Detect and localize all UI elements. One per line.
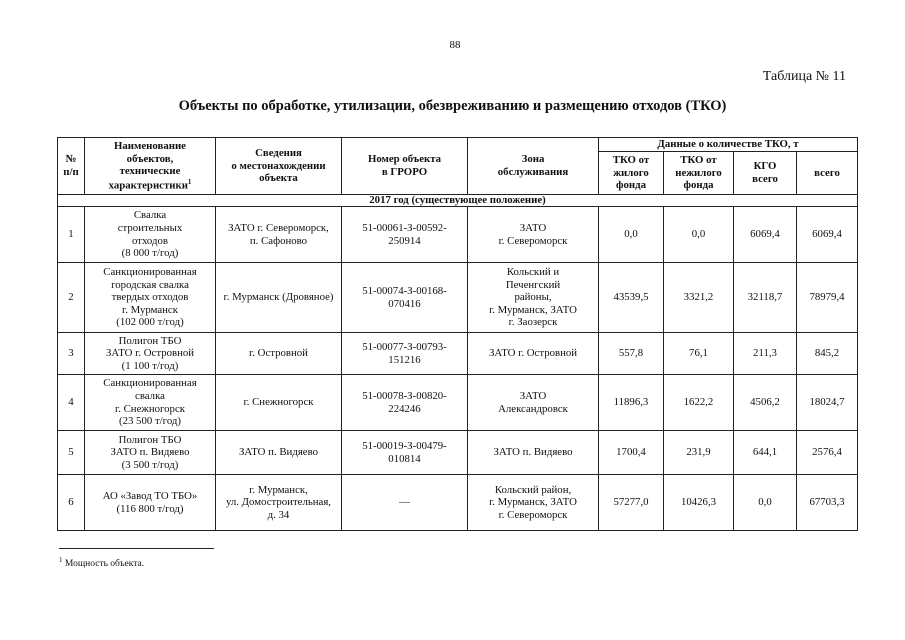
- row-zone: Кольский район, г. Мурманск, ЗАТО г. Североморск: [468, 475, 599, 531]
- header-row-top: [58, 138, 858, 152]
- row-location: г. Островной: [216, 333, 342, 375]
- header-tko-residential: ТКО от жилого фонда: [599, 152, 664, 195]
- row-kgo: 644,1: [734, 431, 797, 475]
- row-total: 78979,4: [797, 263, 858, 333]
- row-location: ЗАТО п. Видяево: [216, 431, 342, 475]
- row-name: АО «Завод ТО ТБО» (116 800 т/год): [85, 475, 216, 531]
- row-total: 845,2: [797, 333, 858, 375]
- header-name: [85, 138, 216, 195]
- table-row: [58, 475, 858, 531]
- row-name: Санкционированная городская свалка твердых отходов г. Мурманск (102 000 т/год): [85, 263, 216, 333]
- table-row: [58, 375, 858, 431]
- header-quantity-group: Данные о количестве ТКО, т: [599, 138, 858, 152]
- row-zone: ЗАТО Александровск: [468, 375, 599, 431]
- row-tko-residential: 57277,0: [599, 475, 664, 531]
- year-label: 2017 год (существующее положение): [58, 195, 858, 207]
- row-total: 67703,3: [797, 475, 858, 531]
- row-total: 6069,4: [797, 207, 858, 263]
- footnote-text: Мощность объекта.: [64, 559, 145, 570]
- row-tko-nonresidential: 1622,2: [664, 375, 734, 431]
- row-num: 3: [58, 333, 85, 375]
- row-location: г. Снежногорск: [216, 375, 342, 431]
- row-total: 18024,7: [797, 375, 858, 431]
- row-kgo: 211,3: [734, 333, 797, 375]
- row-tko-nonresidential: 0,0: [664, 207, 734, 263]
- row-num: 2: [58, 263, 85, 333]
- table-row: [58, 207, 858, 263]
- header-name-text: Наименование объектов, технические характеристики: [108, 139, 188, 192]
- row-tko-nonresidential: 231,9: [664, 431, 734, 475]
- document-title: Объекты по обработке, утилизации, обезвреживанию и размещению отходов (ТКО): [178, 98, 727, 114]
- row-zone: ЗАТО г. Североморск: [468, 207, 599, 263]
- footnote: [59, 556, 144, 569]
- row-num: 4: [58, 375, 85, 431]
- row-tko-residential: 1700,4: [599, 431, 664, 475]
- table-row: [58, 333, 858, 375]
- row-location: г. Мурманск (Дровяное): [216, 263, 342, 333]
- row-tko-residential: 557,8: [599, 333, 664, 375]
- row-location: г. Мурманск, ул. Домостроительная, д. 34: [216, 475, 342, 531]
- row-groro: 51-00074-З-00168- 070416: [342, 263, 468, 333]
- header-groro: Номер объекта в ГРОРО: [342, 138, 468, 195]
- row-num: 6: [58, 475, 85, 531]
- row-groro: —: [342, 475, 468, 531]
- footnote-mark: 1: [59, 556, 63, 564]
- header-num: № п/п: [58, 138, 85, 195]
- header-kgo: КГО всего: [734, 152, 797, 195]
- header-tko-nonresidential: ТКО от нежилого фонда: [664, 152, 734, 195]
- row-num: 5: [58, 431, 85, 475]
- row-name: Свалка строительных отходов (8 000 т/год): [85, 207, 216, 263]
- footnote-divider: [59, 548, 214, 549]
- row-location: ЗАТО г. Североморск, п. Сафоново: [216, 207, 342, 263]
- year-row: [58, 195, 858, 207]
- row-zone: ЗАТО г. Островной: [468, 333, 599, 375]
- row-tko-residential: 11896,3: [599, 375, 664, 431]
- row-kgo: 4506,2: [734, 375, 797, 431]
- table-row: [58, 263, 858, 333]
- table-row: [58, 431, 858, 475]
- row-total: 2576,4: [797, 431, 858, 475]
- row-kgo: 6069,4: [734, 207, 797, 263]
- row-tko-nonresidential: 3321,2: [664, 263, 734, 333]
- row-groro: 51-00061-З-00592- 250914: [342, 207, 468, 263]
- row-kgo: 32118,7: [734, 263, 797, 333]
- footnote-ref: 1: [187, 177, 192, 186]
- row-name: Полигон ТБО ЗАТО п. Видяево (3 500 т/год): [85, 431, 216, 475]
- header-location: Сведения о местонахождении объекта: [216, 138, 342, 195]
- row-name: Санкционированная свалка г. Снежногорск (23 500 т/год): [85, 375, 216, 431]
- waste-facilities-table: [57, 137, 858, 531]
- row-tko-residential: 0,0: [599, 207, 664, 263]
- row-tko-nonresidential: 76,1: [664, 333, 734, 375]
- row-kgo: 0,0: [734, 475, 797, 531]
- row-zone: ЗАТО п. Видяево: [468, 431, 599, 475]
- header-zone: Зона обслуживания: [468, 138, 599, 195]
- table-label: Таблица № 11: [762, 69, 846, 84]
- row-groro: 51-00077-З-00793- 151216: [342, 333, 468, 375]
- row-groro: 51-00019-З-00479- 010814: [342, 431, 468, 475]
- row-num: 1: [58, 207, 85, 263]
- row-groro: 51-00078-З-00820- 224246: [342, 375, 468, 431]
- page-number: 88: [449, 39, 461, 51]
- row-zone: Кольский и Печенгский районы, г. Мурманск, ЗАТО г. Заозерск: [468, 263, 599, 333]
- row-tko-residential: 43539,5: [599, 263, 664, 333]
- row-tko-nonresidential: 10426,3: [664, 475, 734, 531]
- row-name: Полигон ТБО ЗАТО г. Островной (1 100 т/год): [85, 333, 216, 375]
- header-total: всего: [797, 152, 858, 195]
